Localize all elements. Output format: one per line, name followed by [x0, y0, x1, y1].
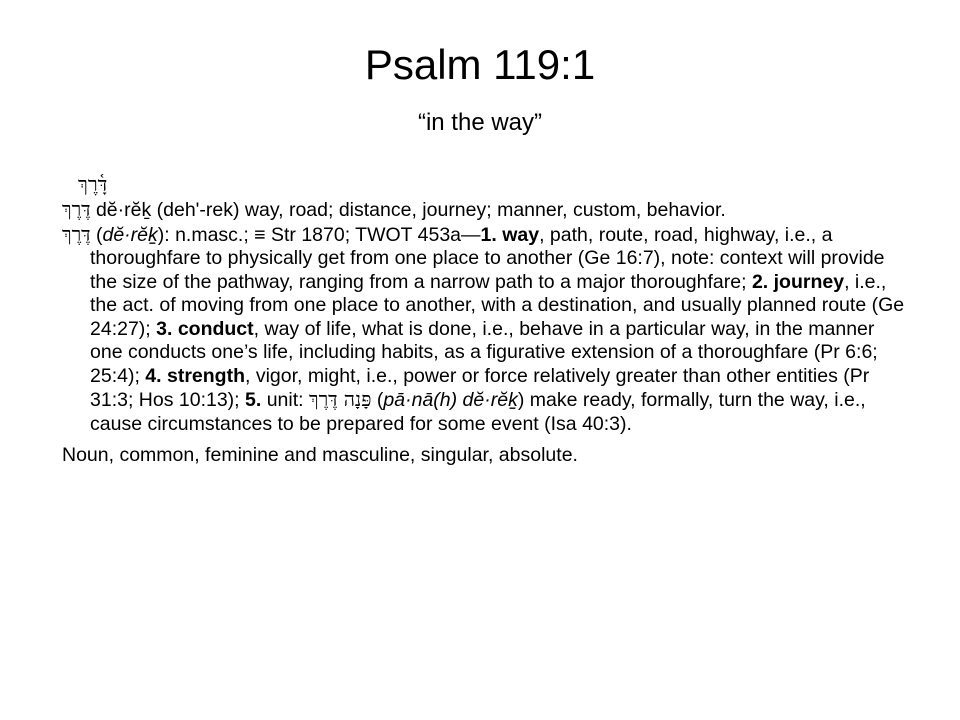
slide-subtitle: “in the way” — [417, 109, 543, 136]
sense-3-label: 3. conduct — [156, 317, 254, 340]
entry-hebrew: דֶּרֶךְ — [62, 222, 91, 246]
summary-line — [62, 198, 912, 223]
entry-meta: ): n.masc.; ≡ Str 1870; TWOT 453a— — [157, 223, 481, 246]
hebrew-word: דָּ֫רֶךְ — [78, 172, 108, 196]
sense-5-text: ) make ready, formally, turn the way, i.e., cause circumstances to be prepared for some event (Isa 40:3). — [90, 389, 866, 435]
body-text — [62, 170, 912, 468]
sense-5-hebrew: פָּנָה דֶּרֶךְ — [308, 388, 372, 411]
sense-5-open-paren: ( — [371, 389, 384, 411]
summary-text: dĕ·rĕḵ (deh'-rek) way, road; distance, journey; manner, custom, behavior. — [90, 199, 726, 221]
sense-2-label: 2. journey — [751, 270, 845, 293]
sense-1-label: 1. way — [480, 223, 540, 246]
definition-entry — [62, 223, 912, 437]
hebrew-heading — [62, 170, 912, 198]
sense-5-unit-label: unit: — [261, 389, 309, 411]
summary-hebrew: דֶּרֶךְ — [62, 198, 91, 221]
sense-3-text: , way of life, what is done, i.e., behave in a particular way, in the manner one conducts one’s life, including habits, as a figurative extension of a thoroughfare (Pr 6:6; 25:4); — [90, 317, 878, 387]
entry-open-paren: ( — [90, 223, 103, 246]
sense-2-text: , i.e., the act. of moving from one place to another, with a destination, and usually planned route (Ge 24:27); — [90, 270, 905, 340]
sense-4-label: 4. strength — [145, 364, 245, 387]
slide-title: Psalm 119:1 — [364, 41, 596, 88]
sense-1-text: , path, route, road, highway, i.e., a thoroughfare to physically get from one place to another (Ge 16:7), note: context will provide the size of the pathway, ranging from a narrow path to a major thoroughfare; — [90, 223, 885, 293]
sense-5-transliteration: pā·nā(h) dĕ·rĕḵ — [383, 389, 518, 411]
entry-transliteration: dĕ·rĕḵ — [102, 223, 158, 246]
sense-5-label: 5. — [245, 389, 262, 411]
sense-4-text: , vigor, might, i.e., power or force relatively greater than other entities (Pr 31:3; Hos 10:13); — [90, 364, 870, 411]
grammar-line: Noun, common, feminine and masculine, singular, absolute. — [62, 444, 578, 466]
